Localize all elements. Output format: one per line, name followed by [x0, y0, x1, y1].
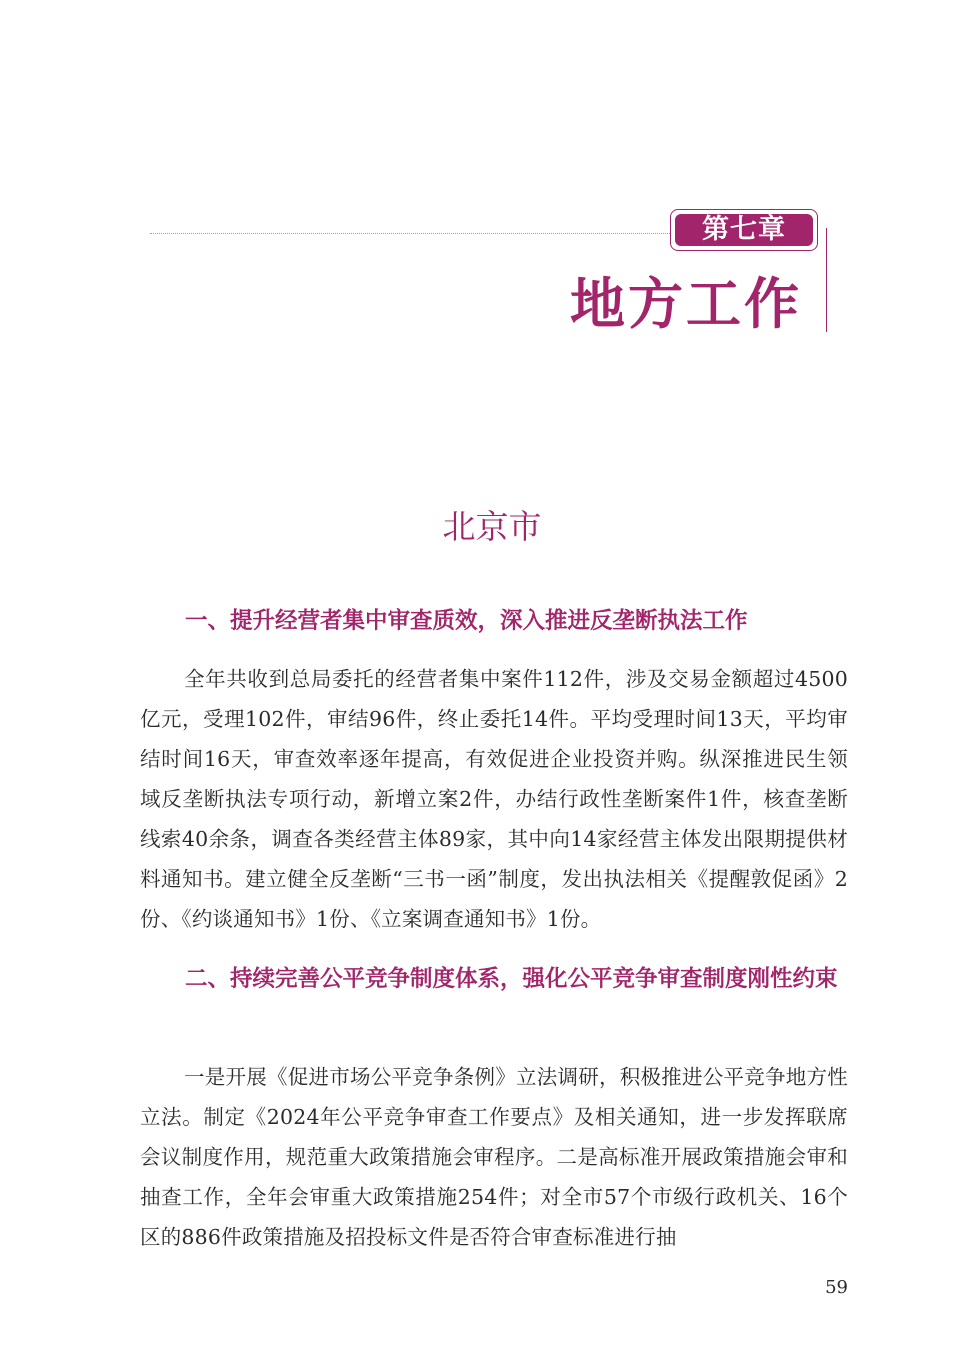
- body-paragraph-2: 一是开展《促进市场公平竞争条例》立法调研，积极推进公平竞争地方性立法。制定《2024年公平竞争审查工作要点》及相关通知，进一步发挥联席会议制度作用，规范重大政策措施会审程序。二是高标准开展政策措施会审和抽查工作，全年会审重大政策措施254件；对全市57个市级行政机关、16个区的886件政策措施及招投标文件是否符合审查标准进行抽: [140, 1065, 848, 1249]
- chapter-header-rule: [150, 233, 670, 234]
- section-heading-2: 二、持续完善公平竞争制度体系，强化公平竞争审查制度刚性约束: [185, 966, 838, 992]
- chapter-label-badge: [670, 209, 818, 251]
- chapter-label: 第七章: [675, 214, 813, 246]
- page-number: 59: [825, 1277, 848, 1298]
- section-heading-1: 一、提升经营者集中审查质效，深入推进反垄断执法工作: [185, 608, 748, 634]
- chapter-header-vertical-rule: [826, 228, 827, 332]
- body-paragraph-1: 全年共收到总局委托的经营者集中案件112件，涉及交易金额超过4500亿元，受理102件，审结96件，终止委托14件。平均受理时间13天，平均审结时间16天，审查效率逐年提高，有效促进企业投资并购。纵深推进民生领域反垄断执法专项行动，新增立案2件，办结行政性垄断案件1件，核查垄断线索40余条，调查各类经营主体89家，其中向14家经营主体发出限期提供材料通知书。建立健全反垄断“三书一函”制度，发出执法相关《提醒敦促函》2份、《约谈通知书》1份、《立案调查通知书》1份。: [140, 667, 848, 931]
- section-title: 北京市: [442, 507, 542, 546]
- chapter-title: 地方工作: [569, 272, 802, 336]
